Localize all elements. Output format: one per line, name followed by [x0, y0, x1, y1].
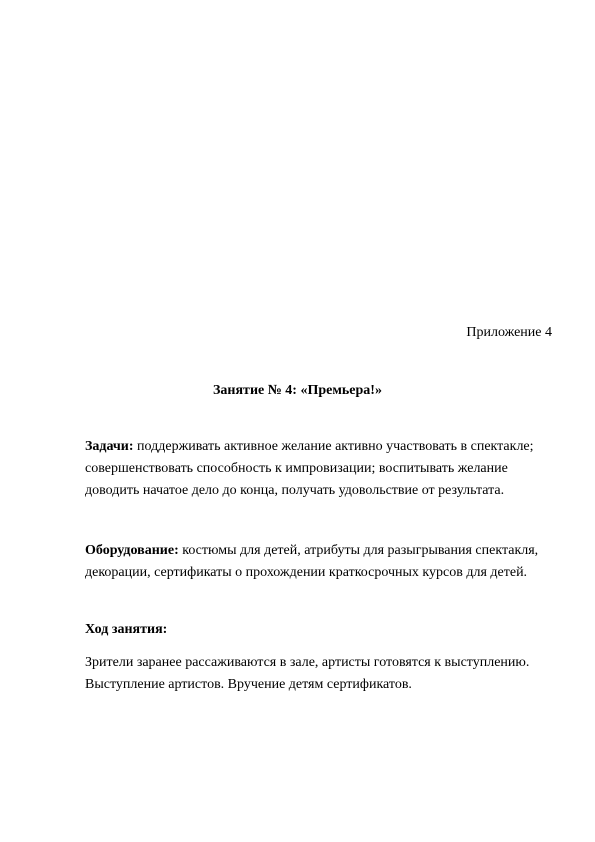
lesson-progress-line-1: Зрители заранее рассаживаются в зале, артисты готовятся к выступлению. — [85, 655, 530, 670]
equipment-text-1: костюмы для детей, атрибуты для разыгрывания спектакля, — [178, 543, 539, 558]
tasks-line-3: доводить начатое дело до конца, получать удовольствие от результата. — [85, 483, 505, 498]
tasks-paragraph — [85, 436, 555, 502]
lesson-progress-paragraph — [85, 652, 555, 696]
equipment-line-1 — [85, 540, 555, 562]
tasks-line-2: совершенствовать способность к импровизации; воспитывать желание — [85, 461, 508, 476]
tasks-text-1: поддерживать активное желание активно участвовать в спектакле; — [133, 439, 534, 454]
equipment-label: Оборудование: — [85, 543, 179, 558]
lesson-progress-heading: Ход занятия: — [85, 622, 168, 637]
appendix-label: Приложение 4 — [466, 325, 552, 340]
equipment-paragraph — [85, 540, 555, 584]
tasks-label: Задачи: — [85, 439, 134, 454]
tasks-line-1 — [85, 436, 555, 458]
lesson-title: Занятие № 4: «Премьера!» — [213, 383, 382, 398]
equipment-line-2: декорации, сертификаты о прохождении краткосрочных курсов для детей. — [85, 565, 528, 580]
lesson-progress-line-2: Выступление артистов. Вручение детям сертификатов. — [85, 677, 412, 692]
